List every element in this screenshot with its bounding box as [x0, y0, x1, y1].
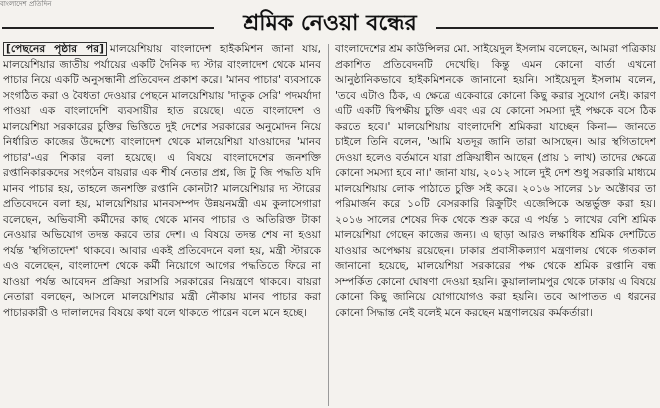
continued-from-label: [পেছনের পৃষ্ঠার পর] — [3, 42, 107, 56]
right-column — [335, 42, 656, 406]
left-column — [3, 42, 321, 406]
left-column-text: মালয়েশিয়ায় বাংলাদেশ হাইকমিশন জানা যায়, মালয়েশিয়ার জাতীয় পর্যায়ের একটি দৈনিক দ্য স্টার বাংলাদেশ থেকে মানব পাচার নিয়ে একটি অনুসন্ধানী প্রতিবেদন প্রকাশ করে। 'মানব পাচার' ব্যবসাকে সংগঠিত করা ও বৈধতা দেওয়ার পেছনে মালয়েশিয়ায় 'দাতুক সেরি' পদমর্যাদা পাওয়া এক বাংলাদেশি ব্যবসায়ীর হাত রয়েছে। এতে বাংলাদেশ ও মালয়েশিয়া সরকারের চুক্তির ভিত্তিতে দুই দেশের সরকারের অনুমোদন নিয়ে নির্ধারিত কাজের উদ্দেশ্যে বাংলাদেশ থেকে মালয়েশিয়া যাওয়াদের 'মানব পাচার'-এর শিকার বলা হয়েছে। এ বিষয়ে বাংলাদেশের জনশক্তি রপ্তানিকারকদের সংগঠন বায়রার এক শীর্ষ নেতার প্রশ্ন, জি টু জি পদ্ধতি যদি মানব পাচার হয়, তাহলে জনশক্তি রপ্তানি কোনটা? মালয়েশিয়ার দ্য স্টারের প্রতিবেদনে বলা হয়, মালয়েশিয়ার মানবসম্পদ উন্নয়নমন্ত্রী এম কুলাসেগারা বলেছেন, অভিবাসী কর্মীদের কাছ থেকে মানব পাচার ও অতিরিক্ত টাকা নেওয়ার অভিযোগ তদন্ত করবে তার দেশ। এ বিষয়ে তদন্ত শেষ না হওয়া পর্যন্ত 'স্থগিতাদেশ' থাকবে। আবার একই প্রতিবেদনে বলা হয়, মন্ত্রী স্টারকে এও বলেছেন, বাংলাদেশ থেকে কর্মী নিয়োগে আগের পদ্ধতিতে ফিরে না যাওয়া পর্যন্ত আবেদন প্রক্রিয়া সরাসরি সরকারের নিয়ন্ত্রণে থাকবে। বায়রা নেতারা বলছেন, আসলে মালয়েশিয়ার মন্ত্রী নৌকায় মানব পাচার করা পাচারকারী ও দালালদের বিষয়ে কথা বলে থাকতে পারেন বলে মনে হচ্ছে। — [3, 43, 321, 319]
left-column-paragraph — [3, 42, 321, 321]
headline-rule-right — [436, 27, 658, 29]
headline: শ্রমিক নেওয়া বন্ধের — [243, 10, 417, 36]
right-column-text: বাংলাদেশের শ্রম কাউন্সিলর মো. সাইয়েদুল ইসলাম বলেছেন, আমরা পত্রিকায় প্রকাশিত প্রতিবেদনটি দেখেছি। কিন্তু এমন কোনো বার্তা এখনো আনুষ্ঠানিকভাবে হাইকমিশনকে জানানো হয়নি। সাইয়েদুল ইসলাম বলেন, 'তবে এটাও ঠিক, এ ক্ষেত্রে একেবারে কোনো কিছু করার সুযোগ নেই। কারণ এটি একটি দ্বিপক্ষীয় চুক্তি এবং এর যে কোনো সমস্যা দুই পক্ষকে বসে ঠিক করতে হবে।' মালয়েশিয়ায় বাংলাদেশি শ্রমিকরা যাচ্ছেন কিনা— জানতে চাইলে তিনি বলেন, 'আমি যতদূর জানি তারা আসছেন। আর স্থগিতাদেশ দেওয়া হলেও বর্তমানে যারা প্রক্রিয়াধীন আছেন (প্রায় ১ লাখ) তাদের ক্ষেত্রে কোনো সমস্যা হবে না।' জানা যায়, ২০১২ সালে দুই দেশ শুধু সরকারি মাধ্যমে মালয়েশিয়ায় লোক পাঠাতে চুক্তি সই করে। ২০১৬ সালের ১৮ অক্টোবর তা পরিমার্জন করে ১০টি বেসরকারি রিক্রুটিং এজেন্সিকে অন্তর্ভুক্ত করা হয়। ২০১৬ সালের শেষের দিক থেকে শুরু করে এ পর্যন্ত ১ লাখের বেশি শ্রমিক মালয়েশিয়া গেছেন কাজের জন্য। এ ছাড়া আরও লক্ষাধিক শ্রমিক দেশটিতে যাওয়ার অপেক্ষায় রয়েছেন। ঢাকার প্রবাসীকল্যাণ মন্ত্রণালয় থেকে গতকাল জানানো হয়েছে, মালয়েশিয়া সরকারের পক্ষ থেকে শ্রমিক রপ্তানি বন্ধ সম্পর্কিত কোনো ঘোষণা দেওয়া হয়নি। কুয়ালালামপুর থেকে ঢাকায় এ বিষয়ে কোনো কিছু জানিয়ে যোগাযোগও করা হয়নি। তবে আপাতত এ ধরনের কোনো সিদ্ধান্ত নেই বলেই মনে করছেন মন্ত্রণালয়ের কর্মকর্তারা। — [335, 43, 656, 319]
top-strip-text: বাংলাদেশ প্রতিদিন — [0, 0, 52, 8]
column-divider — [328, 44, 329, 406]
